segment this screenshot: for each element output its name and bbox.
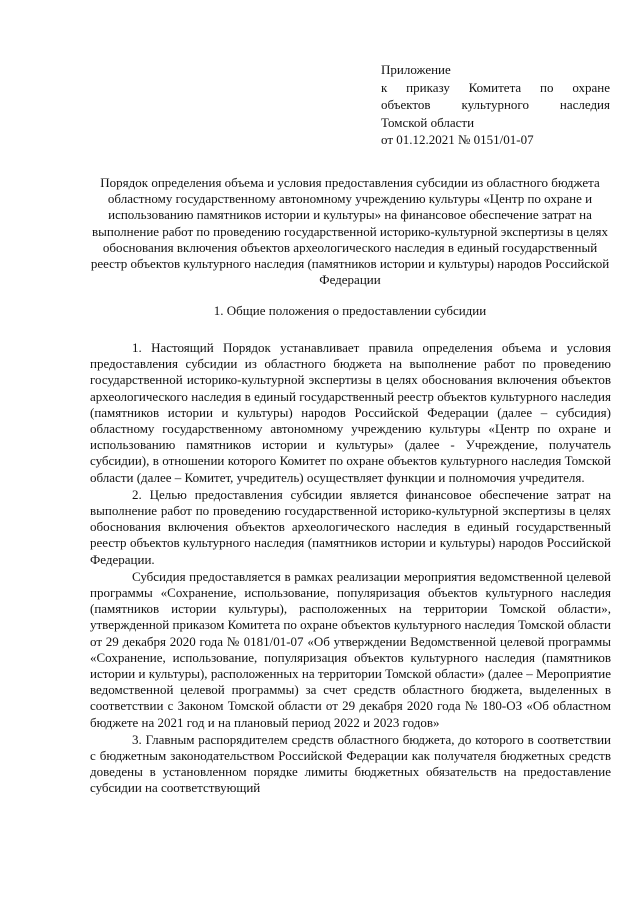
appendix-word: объектов (381, 97, 431, 113)
appendix-line-5: от 01.12.2021 № 0151/01-07 (381, 132, 534, 148)
appendix-word: приказу (406, 79, 450, 95)
appendix-word: Комитета (468, 79, 522, 95)
appendix-word: по (540, 79, 554, 95)
appendix-header (381, 61, 610, 149)
appendix-word: к (381, 79, 388, 95)
paragraph: Субсидия предоставляется в рамках реализации мероприятия ведомственной целевой программы «Сохранение, использование, популяризация объектов культурного наследия (памятников истории культуры), расположенных на территории Томской области», утвержденной приказом Комитета по охране объектов культурного наследия Томской области от 29 декабря 2020 года № 0181/01-07 «Об утверждении Ведомственной целевой программы «Сохранение, использование, популяризация объектов культурного наследия (памятников истории и культуры), расположенных на территории Томской области» (далее – Мероприятие ведомственной целевой программы) за счет средств областного бюджета, выделенных в соответствии с Законом Томской области от 29 декабря 2020 года № 180-ОЗ «Об областном бюджете на 2021 год и на плановый период 2022 и 2023 годов» (90, 568, 611, 730)
appendix-line-4: Томской области (381, 114, 475, 130)
appendix-word: охране (572, 79, 610, 95)
document-title: Порядок определения объема и условия предоставления субсидии из областного бюджета областному государственному автономному учреждению культуры «Центр по охране и использованию памятников истории и культуры» на финансовое обеспечение затрат на выполнение работ по проведению государственной историко-культурной экспертизы в целях обоснования включения объектов археологического наследия в единый государственный реестр объектов культурного наследия (памятников истории и культуры) народов Российской Федерации (90, 175, 610, 288)
appendix-line-1: Приложение (381, 62, 451, 77)
section-heading: 1. Общие положения о предоставлении субсидии (213, 303, 487, 318)
document-body (90, 340, 611, 797)
appendix-word: наследия (559, 97, 610, 113)
paragraph: 2. Целью предоставления субсидии является финансовое обеспечение затрат на выполнение работ по проведению государственной историко-культурной экспертизы в целях обоснования включения объектов археологического наследия в единый государственный реестр объектов культурного наследия (памятников истории и культуры) народов Российской Федерации. (90, 486, 611, 567)
appendix-line-3 (381, 96, 610, 114)
paragraph: 1. Настоящий Порядок устанавливает правила определения объема и условия предоставления субсидии из областного бюджета на выполнение работ по проведению государственной историко-культурной экспертизы в целях обоснования включения объектов археологического наследия в единый государственный реестр объектов культурного наследия (памятников истории и культуры) народов Российской Федерации (далее – субсидия) областному государственному автономному учреждению культуры «Центр по охране и использованию памятников истории и культуры» (далее - Учреждение, получатель субсидии), в отношении которого Комитет по охране объектов культурного наследия Томской области (далее – Комитет, учредитель) осуществляет функции и полномочия учредителя. (90, 340, 611, 485)
paragraph: 3. Главным распорядителем средств областного бюджета, до которого в соответствии с бюджетным законодательством Российской Федерации как получателя бюджетных средств доведены в установленном порядке лимиты бюджетных обязательств на предоставление субсидии на соответствующий (90, 731, 611, 796)
appendix-line-2 (381, 79, 610, 97)
appendix-word: культурного (461, 97, 529, 113)
